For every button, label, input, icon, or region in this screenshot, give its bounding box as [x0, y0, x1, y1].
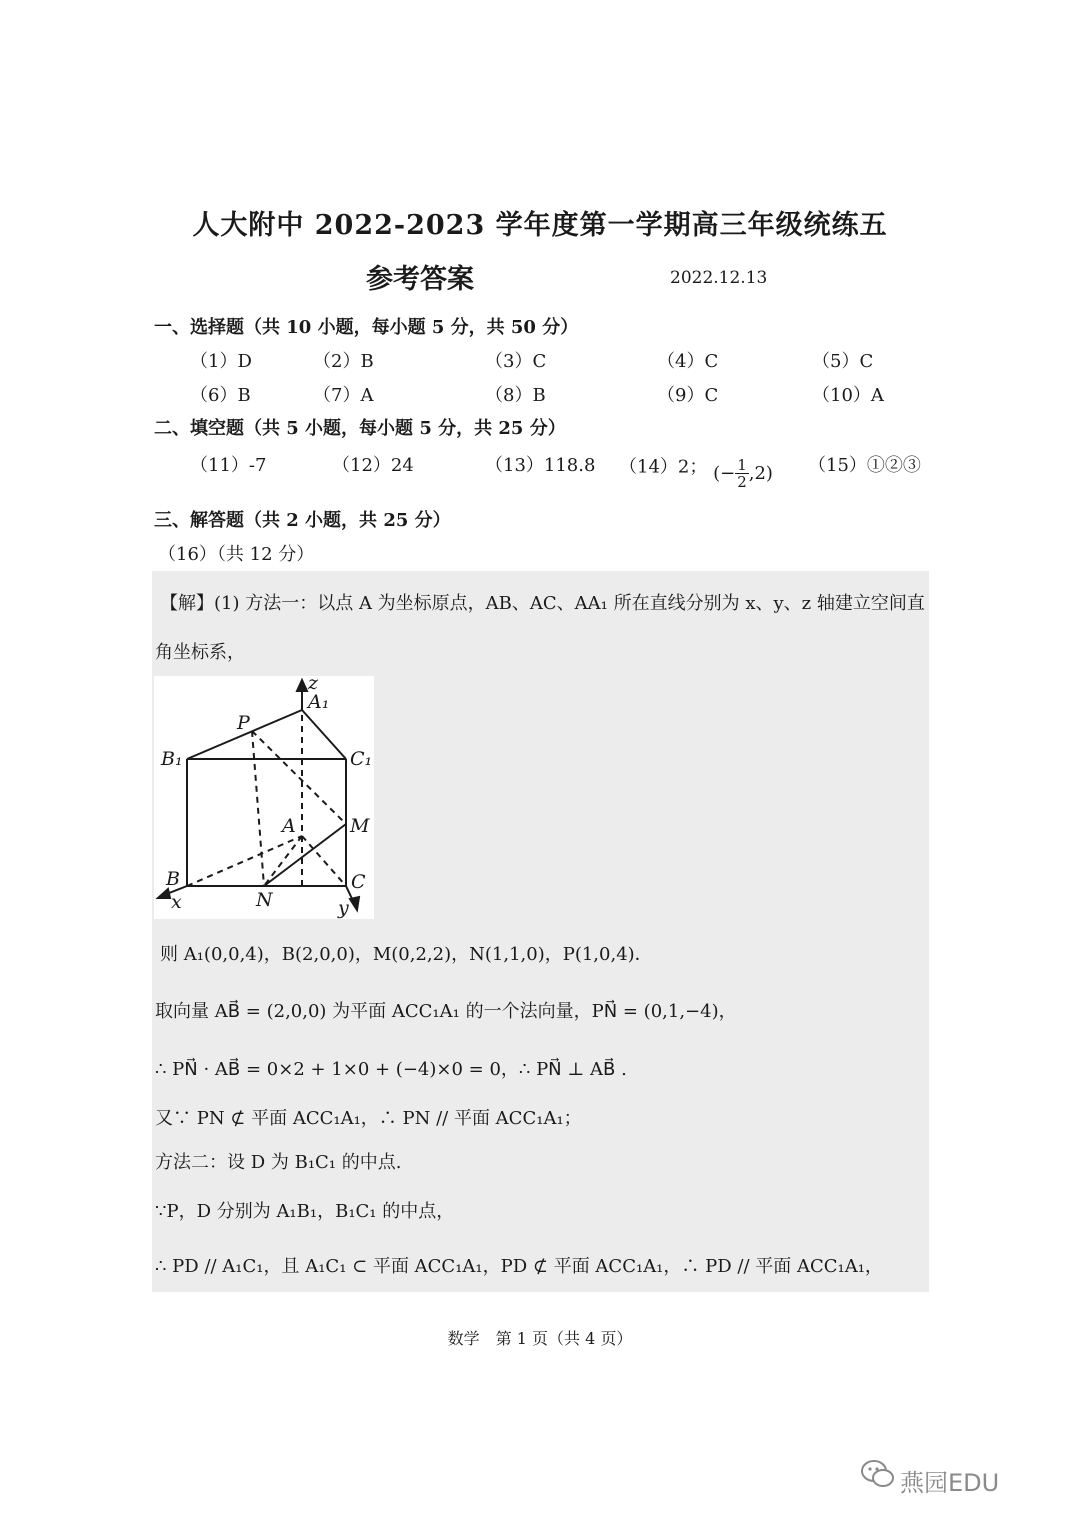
label-y: y [338, 897, 349, 919]
answer-8: （8）B [485, 385, 546, 406]
solution-line-5: ∴ PN⃗ · AB⃗ = 0×2 + 1×0 + (−4)×0 = 0，∴ PN⃗ ⊥ AB⃗ . [155, 1059, 627, 1080]
question-16-heading: （16）（共 12 分） [158, 544, 315, 565]
answer-13: （13）118.8 [485, 455, 596, 476]
answer-3: （3）C [485, 351, 547, 372]
solution-line-7: 方法二：设 D 为 B₁C₁ 的中点. [155, 1152, 402, 1173]
answer-2: （2）B [313, 351, 374, 372]
answer-6: （6）B [190, 385, 251, 406]
watermark-brand: 燕园EDU [900, 1469, 1000, 1497]
label-B1: B₁ [161, 748, 183, 770]
solution-line-9: ∴ PD // A₁C₁，且 A₁C₁ ⊂ 平面 ACC₁A₁，PD ⊄ 平面 ACC₁A₁，∴ PD // 平面 ACC₁A₁， [155, 1256, 883, 1277]
solution-line-4: 取向量 AB⃗ = (2,0,0) 为平面 ACC₁A₁ 的一个法向量，PN⃗ = (0,1,−4)， [155, 1001, 737, 1022]
section1-heading: 一、选择题（共 10 小题，每小题 5 分，共 50 分） [154, 317, 579, 338]
answer-1: （1）D [190, 351, 252, 372]
label-A1: A₁ [308, 691, 330, 713]
label-B: B [166, 868, 180, 890]
wechat-icon [860, 1458, 896, 1490]
prism-figure [154, 676, 374, 919]
answer-14-prefix: （14）2； [619, 456, 708, 478]
answer-5: （5）C [812, 351, 874, 372]
solution-line-1: 【解】(1) 方法一：以点 A 为坐标原点，AB、AC、AA₁ 所在直线分别为 x、y、z 轴建立空间直 [160, 593, 925, 614]
answer-10: （10）A [812, 385, 884, 406]
answer-14 [619, 451, 773, 491]
label-C1: C₁ [350, 748, 373, 770]
exam-date: 2022.12.13 [670, 268, 768, 288]
label-N: N [256, 889, 273, 911]
section2-heading: 二、填空题（共 5 小题，每小题 5 分，共 25 分） [154, 418, 566, 439]
label-P: P [237, 712, 250, 734]
solution-line-2: 角坐标系， [155, 642, 245, 663]
solution-line-6: 又∵ PN ⊄ 平面 ACC₁A₁，∴ PN // 平面 ACC₁A₁； [155, 1108, 582, 1129]
answer-7: （7）A [313, 385, 374, 406]
answer-9: （9）C [657, 385, 719, 406]
fraction-half: $\frac{1}{2}$ [737, 456, 747, 491]
label-x: x [171, 891, 182, 913]
answer-4: （4）C [657, 351, 719, 372]
solution-line-8: ∵P，D 分别为 A₁B₁，B₁C₁ 的中点， [155, 1201, 455, 1222]
page-footer: 数学 第 1 页（共 4 页） [447, 1329, 633, 1348]
answer-14-interval: (− $\frac{1}{2}$ ,2) [713, 456, 773, 491]
label-A: A [282, 815, 296, 837]
label-C: C [351, 871, 366, 893]
label-z: z [308, 676, 319, 694]
label-M: M [350, 815, 370, 837]
answer-key-heading: 参考答案 [366, 264, 474, 295]
answer-12: （12）24 [332, 455, 414, 476]
section3-heading: 三、解答题（共 2 小题，共 25 分） [154, 510, 451, 531]
page-title: 人大附中 2022-2023 学年度第一学期高三年级统练五 [192, 210, 888, 241]
answer-11: （11）-7 [190, 455, 267, 476]
solution-line-3: 则 A₁(0,0,4)，B(2,0,0)，M(0,2,2)，N(1,1,0)，P(1,0,4)． [160, 944, 653, 965]
answer-15: （15）①②③ [808, 455, 921, 476]
